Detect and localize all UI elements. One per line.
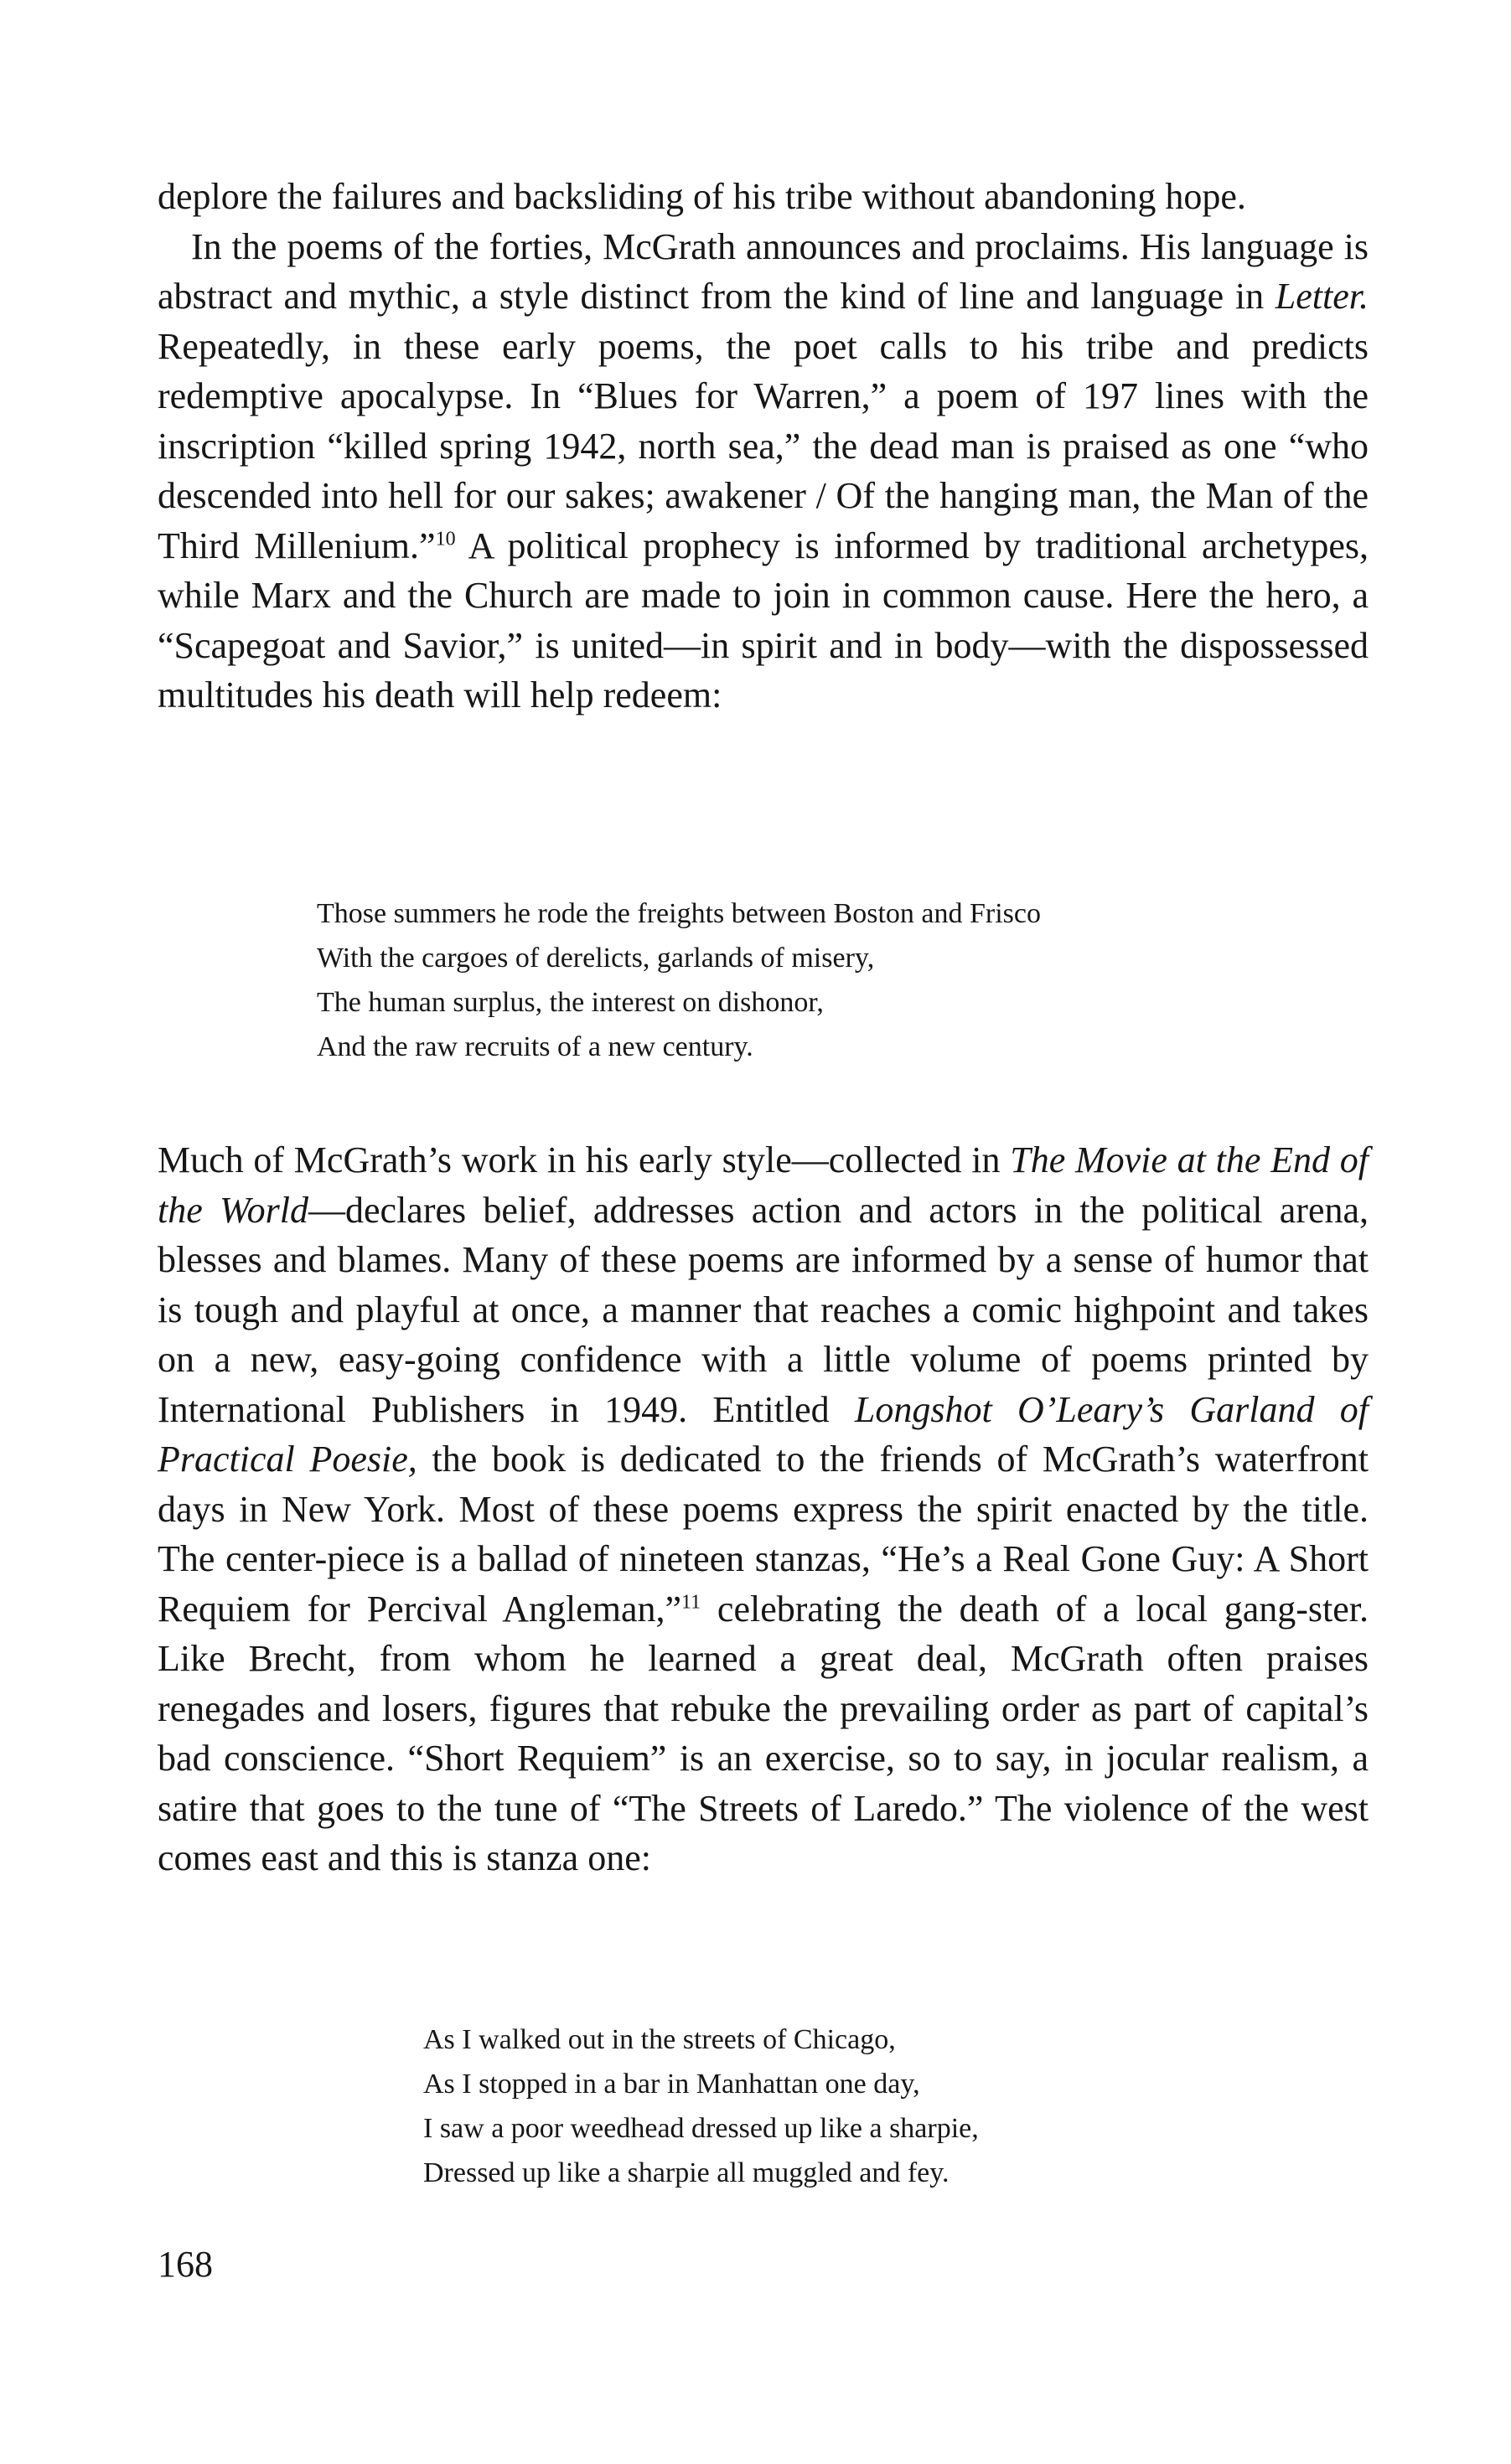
verse-quotation-1 <box>317 891 1041 1069</box>
verse-line: The human surplus, the interest on dishonor, <box>317 987 824 1018</box>
text-run: A political prophecy is informed by traditional archetypes, while Marx and the Church are made to join in common cause. Here the hero, a “Scapegoat and Savior,” is united—in spirit and in body—with the dispossessed multitudes his death will help redeem: <box>158 524 1369 715</box>
footnote-marker-10: 10 <box>435 527 456 550</box>
italic-title-garland: Longshot O’Leary’s Garland of Practical Poesie, <box>158 1388 1369 1480</box>
verse-line: Dressed up like a sharpie all muggled and fey. <box>423 2157 950 2188</box>
text-run: the book is dedicated to the friends of McGrath’s waterfront days in New York. Most of these poems express the spirit enacted by the title. The center-piece is a ballad of nineteen stanzas, “He’s a Real Gone Guy: A Short Requiem for Percival Angleman,” <box>158 1439 1369 1630</box>
italic-title-letter: Letter. <box>1275 276 1369 317</box>
verse-line: And the raw recruits of a new century. <box>317 1031 753 1062</box>
paragraph-continuation <box>158 172 1369 222</box>
verse-line: As I stopped in a bar in Manhattan one day, <box>423 2069 920 2100</box>
footnote-marker-11: 11 <box>681 1590 701 1613</box>
verse-line: As I walked out in the streets of Chicago, <box>423 2024 896 2055</box>
text-run: In the poems of the forties, McGrath announces and proclaims. His language is abstract and mythic, a style distinct from the kind of line and language in <box>158 225 1369 317</box>
italic-title-movie: The Movie at the End of the World <box>158 1139 1369 1231</box>
text-run: deplore the failures and backsliding of his tribe without abandoning hope. <box>158 176 1246 217</box>
verse-quotation-2 <box>423 2017 979 2195</box>
body-text-block-1 <box>158 172 1369 721</box>
text-run: Repeatedly, in these early poems, the poet calls to his tribe and predicts redemptive apocalypse. In “Blues for Warren,” a poem of 197 lines with the inscription “killed spring 1942, north sea,” the dead man is praised as one “who descended into hell for our sakes; awakener / Of the hanging man, the Man of the Third Millenium.” <box>158 325 1369 566</box>
text-run: Much of McGrath’s work in his early style—collected in <box>158 1139 1011 1180</box>
verse-line: Those summers he rode the freights between Boston and Frisco <box>317 898 1041 929</box>
text-run: —declares belief, addresses action and actors in the political arena, blesses and blames. Many of these poems are informed by a sense of humor that is tough and playful at once, a manner that reaches a comic highpoint and takes on a new, easy-going confidence with a little volume of poems printed by International Publishers in 1949. Entitled <box>158 1189 1369 1430</box>
paragraph-early-style <box>158 1135 1369 1883</box>
page-number: 168 <box>158 2244 213 2285</box>
verse-line: I saw a poor weedhead dressed up like a sharpie, <box>423 2113 979 2144</box>
verse-line: With the cargoes of derelicts, garlands of misery, <box>317 943 875 974</box>
body-text-block-2 <box>158 1135 1369 1883</box>
paragraph-forties-poems <box>158 222 1369 721</box>
text-run: celebrating the death of a local gang-ster. Like Brecht, from whom he learned a great deal, McGrath often praises renegades and losers, figures that rebuke the prevailing order as part of capital’s bad conscience. “Short Requiem” is an exercise, so to say, in jocular realism, a satire that goes to the tune of “The Streets of Laredo.” The violence of the west comes east and this is stanza one: <box>158 1588 1369 1878</box>
